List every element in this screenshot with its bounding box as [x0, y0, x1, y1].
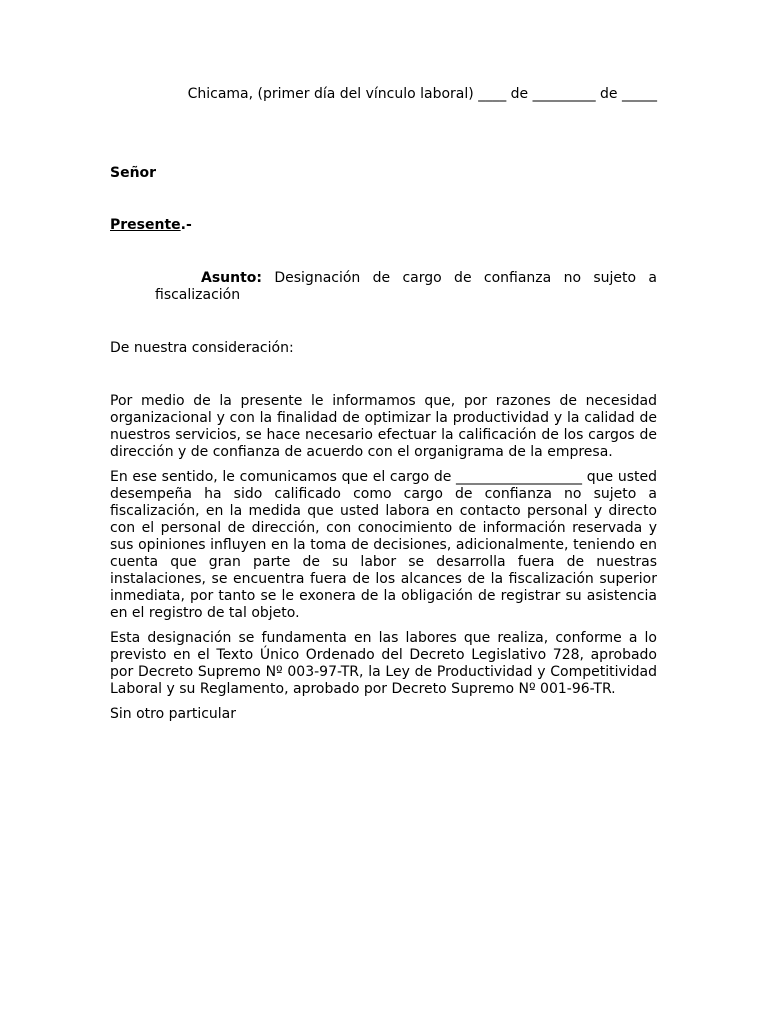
subject-text: Designación de cargo de confianza no sujeto a fiscalización: [155, 270, 657, 303]
dateline: Chicama, (primer día del vínculo laboral) ____ de _________ de _____: [187, 86, 657, 102]
recipient-salutation: Señor: [110, 165, 157, 181]
presente-word: Presente: [110, 217, 181, 233]
subject-label: Asunto:: [201, 270, 263, 286]
body-paragraph-2: En ese sentido, le comunicamos que el cargo de __________________ que usted desempeña ha sido calificado como cargo de confianza no sujeto a fiscalización, en la medida que usted labora en contacto personal y directo con el personal de dirección, con conocimiento de información reservada y sus opiniones influyen en la toma de decisiones, adicionalmente, teniendo en cuenta que gran parte de su labor se desarrolla fuera de nuestras instalaciones, se encuentra fuera de los alcances de la fiscalización superior inmediata, por tanto se le exonera de la obligación de registrar su asistencia en el registro de tal objeto.: [110, 469, 657, 621]
greeting: De nuestra consideración:: [110, 340, 294, 356]
closing-line: Sin otro particular: [110, 706, 237, 722]
letter-body: [110, 393, 657, 731]
presente-line: [110, 217, 657, 234]
presente-suffix: .-: [180, 217, 192, 233]
body-paragraph-1: Por medio de la presente le informamos que, por razones de necesidad organizacional y con la finalidad de optimizar la productividad y la calidad de nuestros servicios, se hace necesario efectuar la calificación de los cargos de dirección y de confianza de acuerdo con el organigrama de la empresa.: [110, 393, 657, 460]
body-paragraph-3: Esta designación se fundamenta en las labores que realiza, conforme a lo previsto en el Texto Único Ordenado del Decreto Legislativo 728, aprobado por Decreto Supremo Nº 003-97-TR, la Ley de Productividad y Competitividad Laboral y su Reglamento, aprobado por Decreto Supremo Nº 001-96-TR.: [110, 630, 657, 697]
subject-line: [155, 270, 657, 304]
